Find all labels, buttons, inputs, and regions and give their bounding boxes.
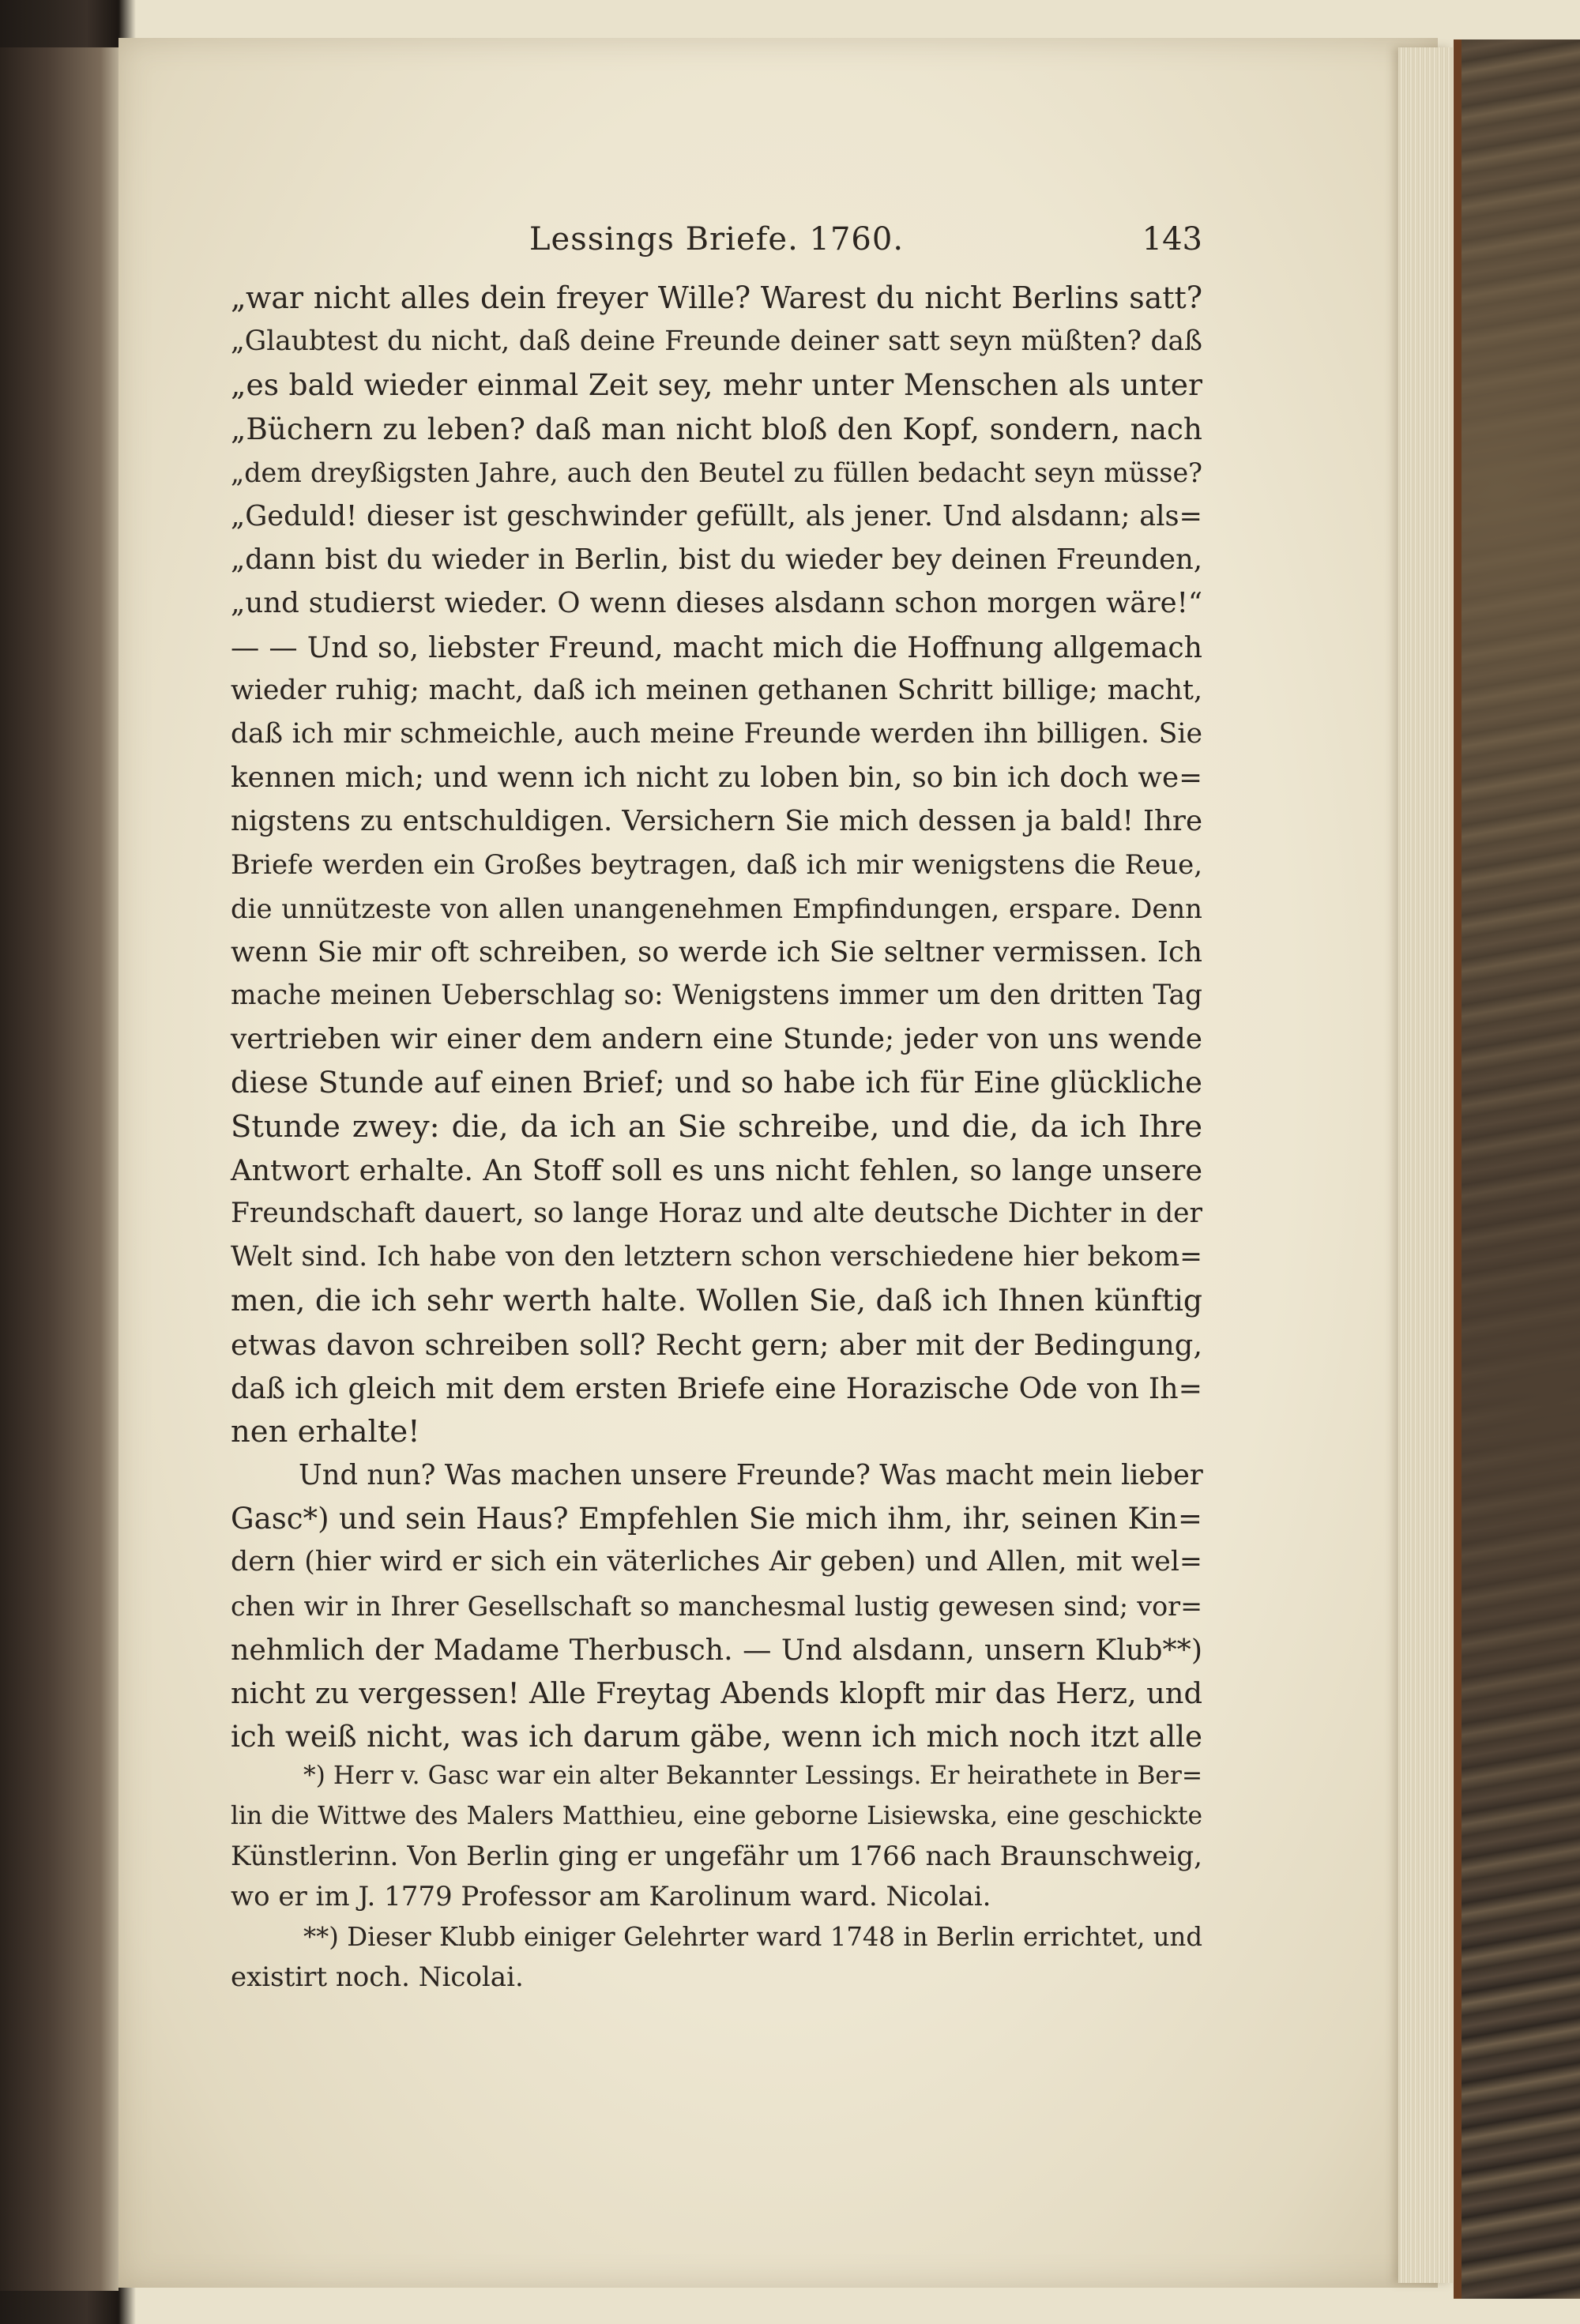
text-line: vertrieben wir einer dem andern eine Stunde; jeder von uns wende (231, 1023, 1202, 1056)
text-line: „es bald wieder einmal Zeit sey, mehr unter Menschen als unter (231, 367, 1202, 403)
text-line: „war nicht alles dein freyer Wille? Warest du nicht Berlins satt? (231, 280, 1202, 315)
text-line: diese Stunde auf einen Brief; und so habe ich für Eine glückliche (231, 1066, 1202, 1100)
page-number: 143 (1142, 221, 1202, 258)
text-line: chen wir in Ihrer Gesellschaft so manchesmal lustig gewesen sind; vor= (231, 1590, 1202, 1622)
footnote-line: existirt noch. Nicolai. (231, 1961, 524, 1993)
text-line: Welt sind. Ich habe von den letztern schon verschiedene hier bekom= (231, 1241, 1202, 1273)
running-header (231, 221, 1202, 269)
body-text (231, 276, 1202, 1758)
text-line: Gasc*) und sein Haus? Empfehlen Sie mich ihm, ihr, seinen Kin= (231, 1502, 1202, 1536)
marbled-cover (1454, 39, 1580, 2299)
text-line: nigstens zu entschuldigen. Versichern Sie mich dessen ja bald! Ihre (231, 805, 1202, 838)
text-line: nehmlich der Madame Therbusch. — Und alsdann, unsern Klub**) (231, 1632, 1202, 1667)
text-line: Antwort erhalte. An Stoff soll es uns nicht fehlen, so lange unsere (231, 1153, 1202, 1187)
footnote-line: *) Herr v. Gasc war ein alter Bekannter Lessings. Er heirathete in Ber= (303, 1762, 1203, 1790)
text-line: „Geduld! dieser ist geschwinder gefüllt, als jener. Und alsdann; als= (231, 499, 1202, 532)
text-line: daß ich mir schmeichle, auch meine Freunde werden ihn billigen. Sie (231, 717, 1202, 750)
text-line: daß ich gleich mit dem ersten Briefe eine Horazische Ode von Ih= (231, 1371, 1202, 1405)
text-line: „und studierst wieder. O wenn dieses alsdann schon morgen wäre!“ (231, 587, 1202, 620)
text-line: „Büchern zu leben? daß man nicht bloß den Kopf, sondern, nach (231, 411, 1202, 446)
facing-page-edge (0, 47, 118, 2291)
text-line: Und nun? Was machen unsere Freunde? Was macht mein lieber (299, 1459, 1203, 1492)
page-block-edge (1398, 47, 1454, 2283)
text-line: kennen mich; und wenn ich nicht zu loben bin, so bin ich doch we= (231, 762, 1202, 795)
text-line: nicht zu vergessen! Alle Freytag Abends klopft mir das Herz, und (231, 1676, 1202, 1710)
text-line: „dem dreyßigsten Jahre, auch den Beutel zu füllen bedacht seyn müsse? (231, 457, 1202, 488)
text-line: ich weiß nicht, was ich darum gäbe, wenn ich mich noch itzt alle (231, 1719, 1202, 1754)
text-line: nen erhalte! (231, 1413, 420, 1450)
header-title: Lessings Briefe. 1760. (529, 221, 905, 258)
text-line: wenn Sie mir oft schreiben, so werde ich Sie seltner vermissen. Ich (231, 935, 1202, 968)
text-line: men, die ich sehr werth halte. Wollen Sie, daß ich Ihnen künftig (231, 1283, 1202, 1318)
text-line: Freundschaft dauert, so lange Horaz und alte deutsche Dichter in der (231, 1197, 1202, 1229)
text-line: — — Und so, liebster Freund, macht mich die Hoffnung allgemach (231, 630, 1202, 664)
footnotes (231, 1756, 1202, 1998)
footnote-line: lin die Wittwe des Malers Matthieu, eine geborne Lisiewska, eine geschickte (231, 1802, 1202, 1830)
text-line: dern (hier wird er sich ein väterliches Air geben) und Allen, mit wel= (231, 1546, 1202, 1578)
text-line: Stunde zwey: die, da ich an Sie schreibe, und die, da ich Ihre (231, 1108, 1202, 1145)
text-line: „Glaubtest du nicht, daß deine Freunde deiner satt seyn müßten? daß (231, 325, 1202, 358)
text-line: „dann bist du wieder in Berlin, bist du wieder bey deinen Freunden, (231, 543, 1202, 577)
text-line: etwas davon schreiben soll? Recht gern; aber mit der Bedingung, (231, 1327, 1202, 1362)
footnote-line: **) Dieser Klubb einiger Gelehrter ward 1748 in Berlin errichtet, und (303, 1922, 1202, 1952)
text-line: mache meinen Ueberschlag so: Wenigstens immer um den dritten Tag (231, 980, 1202, 1011)
text-line: wieder ruhig; macht, daß ich meinen gethanen Schritt billige; macht, (231, 674, 1202, 706)
text-line: Briefe werden ein Großes beytragen, daß ich mir wenigstens die Reue, (231, 849, 1202, 881)
text-line: die unnützeste von allen unangenehmen Empfindungen, erspare. Denn (231, 893, 1202, 924)
footnote-line: Künstlerinn. Von Berlin ging er ungefähr um 1766 nach Braunschweig, (231, 1841, 1202, 1872)
footnote-line: wo er im J. 1779 Professor am Karolinum ward. Nicolai. (231, 1881, 991, 1912)
